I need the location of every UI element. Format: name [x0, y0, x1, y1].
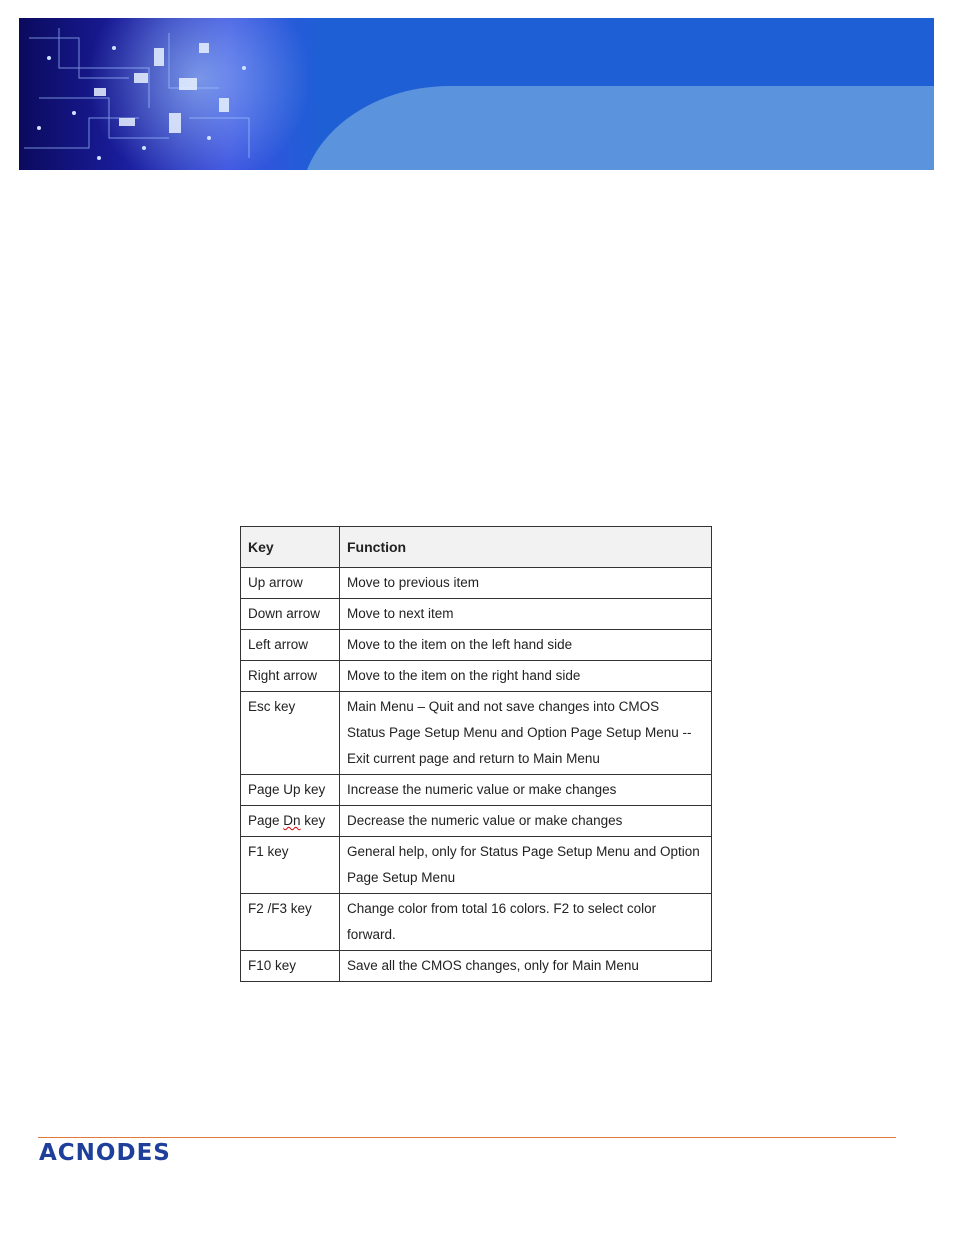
header-key: Key [241, 527, 340, 568]
function-line: General help, only for Status Page Setup Menu and Option [347, 844, 700, 859]
function-cell: Move to the item on the right hand side [340, 661, 712, 692]
spellcheck-underline-text: Dn [283, 813, 301, 828]
table-row [241, 775, 712, 806]
function-line: Exit current page and return to Main Menu [347, 751, 600, 766]
key-cell: F2 /F3 key [241, 894, 340, 951]
function-cell: Increase the numeric value or make changes [340, 775, 712, 806]
function-cell: Move to previous item [340, 568, 712, 599]
header-function: Function [340, 527, 712, 568]
table-row [241, 806, 712, 837]
table-row [241, 661, 712, 692]
key-cell: F10 key [241, 951, 340, 982]
function-cell: Decrease the numeric value or make changes [340, 806, 712, 837]
key-cell: Right arrow [241, 661, 340, 692]
function-cell [340, 692, 712, 775]
function-cell [340, 837, 712, 894]
function-cell: Save all the CMOS changes, only for Main Menu [340, 951, 712, 982]
function-line: Page Setup Menu [347, 870, 456, 885]
key-text: key [300, 813, 326, 828]
table-row [241, 599, 712, 630]
function-line: Change color from total 16 colors. F2 to select color [347, 901, 657, 916]
footer-divider [38, 1137, 896, 1138]
function-cell [340, 894, 712, 951]
table-row [241, 837, 712, 894]
acnodes-logo: ACNODES [39, 1140, 171, 1166]
key-cell: F1 key [241, 837, 340, 894]
key-cell: Up arrow [241, 568, 340, 599]
key-cell: Down arrow [241, 599, 340, 630]
circuit-board-image [19, 18, 319, 170]
banner-curve [300, 86, 934, 170]
function-line: Main Menu – Quit and not save changes into CMOS [347, 699, 660, 714]
table-row [241, 894, 712, 951]
table-row [241, 692, 712, 775]
key-cell: Esc key [241, 692, 340, 775]
function-line: forward. [347, 927, 396, 942]
key-text: Page [248, 813, 284, 828]
key-cell: Left arrow [241, 630, 340, 661]
key-function-table [240, 526, 712, 982]
table-row [241, 951, 712, 982]
function-cell: Move to the item on the left hand side [340, 630, 712, 661]
function-cell: Move to next item [340, 599, 712, 630]
header-banner [19, 18, 934, 170]
function-line: Status Page Setup Menu and Option Page Setup Menu -- [347, 725, 692, 740]
key-cell: Page Up key [241, 775, 340, 806]
table-row [241, 568, 712, 599]
table-row [241, 630, 712, 661]
table-header-row [241, 527, 712, 568]
key-cell [241, 806, 340, 837]
